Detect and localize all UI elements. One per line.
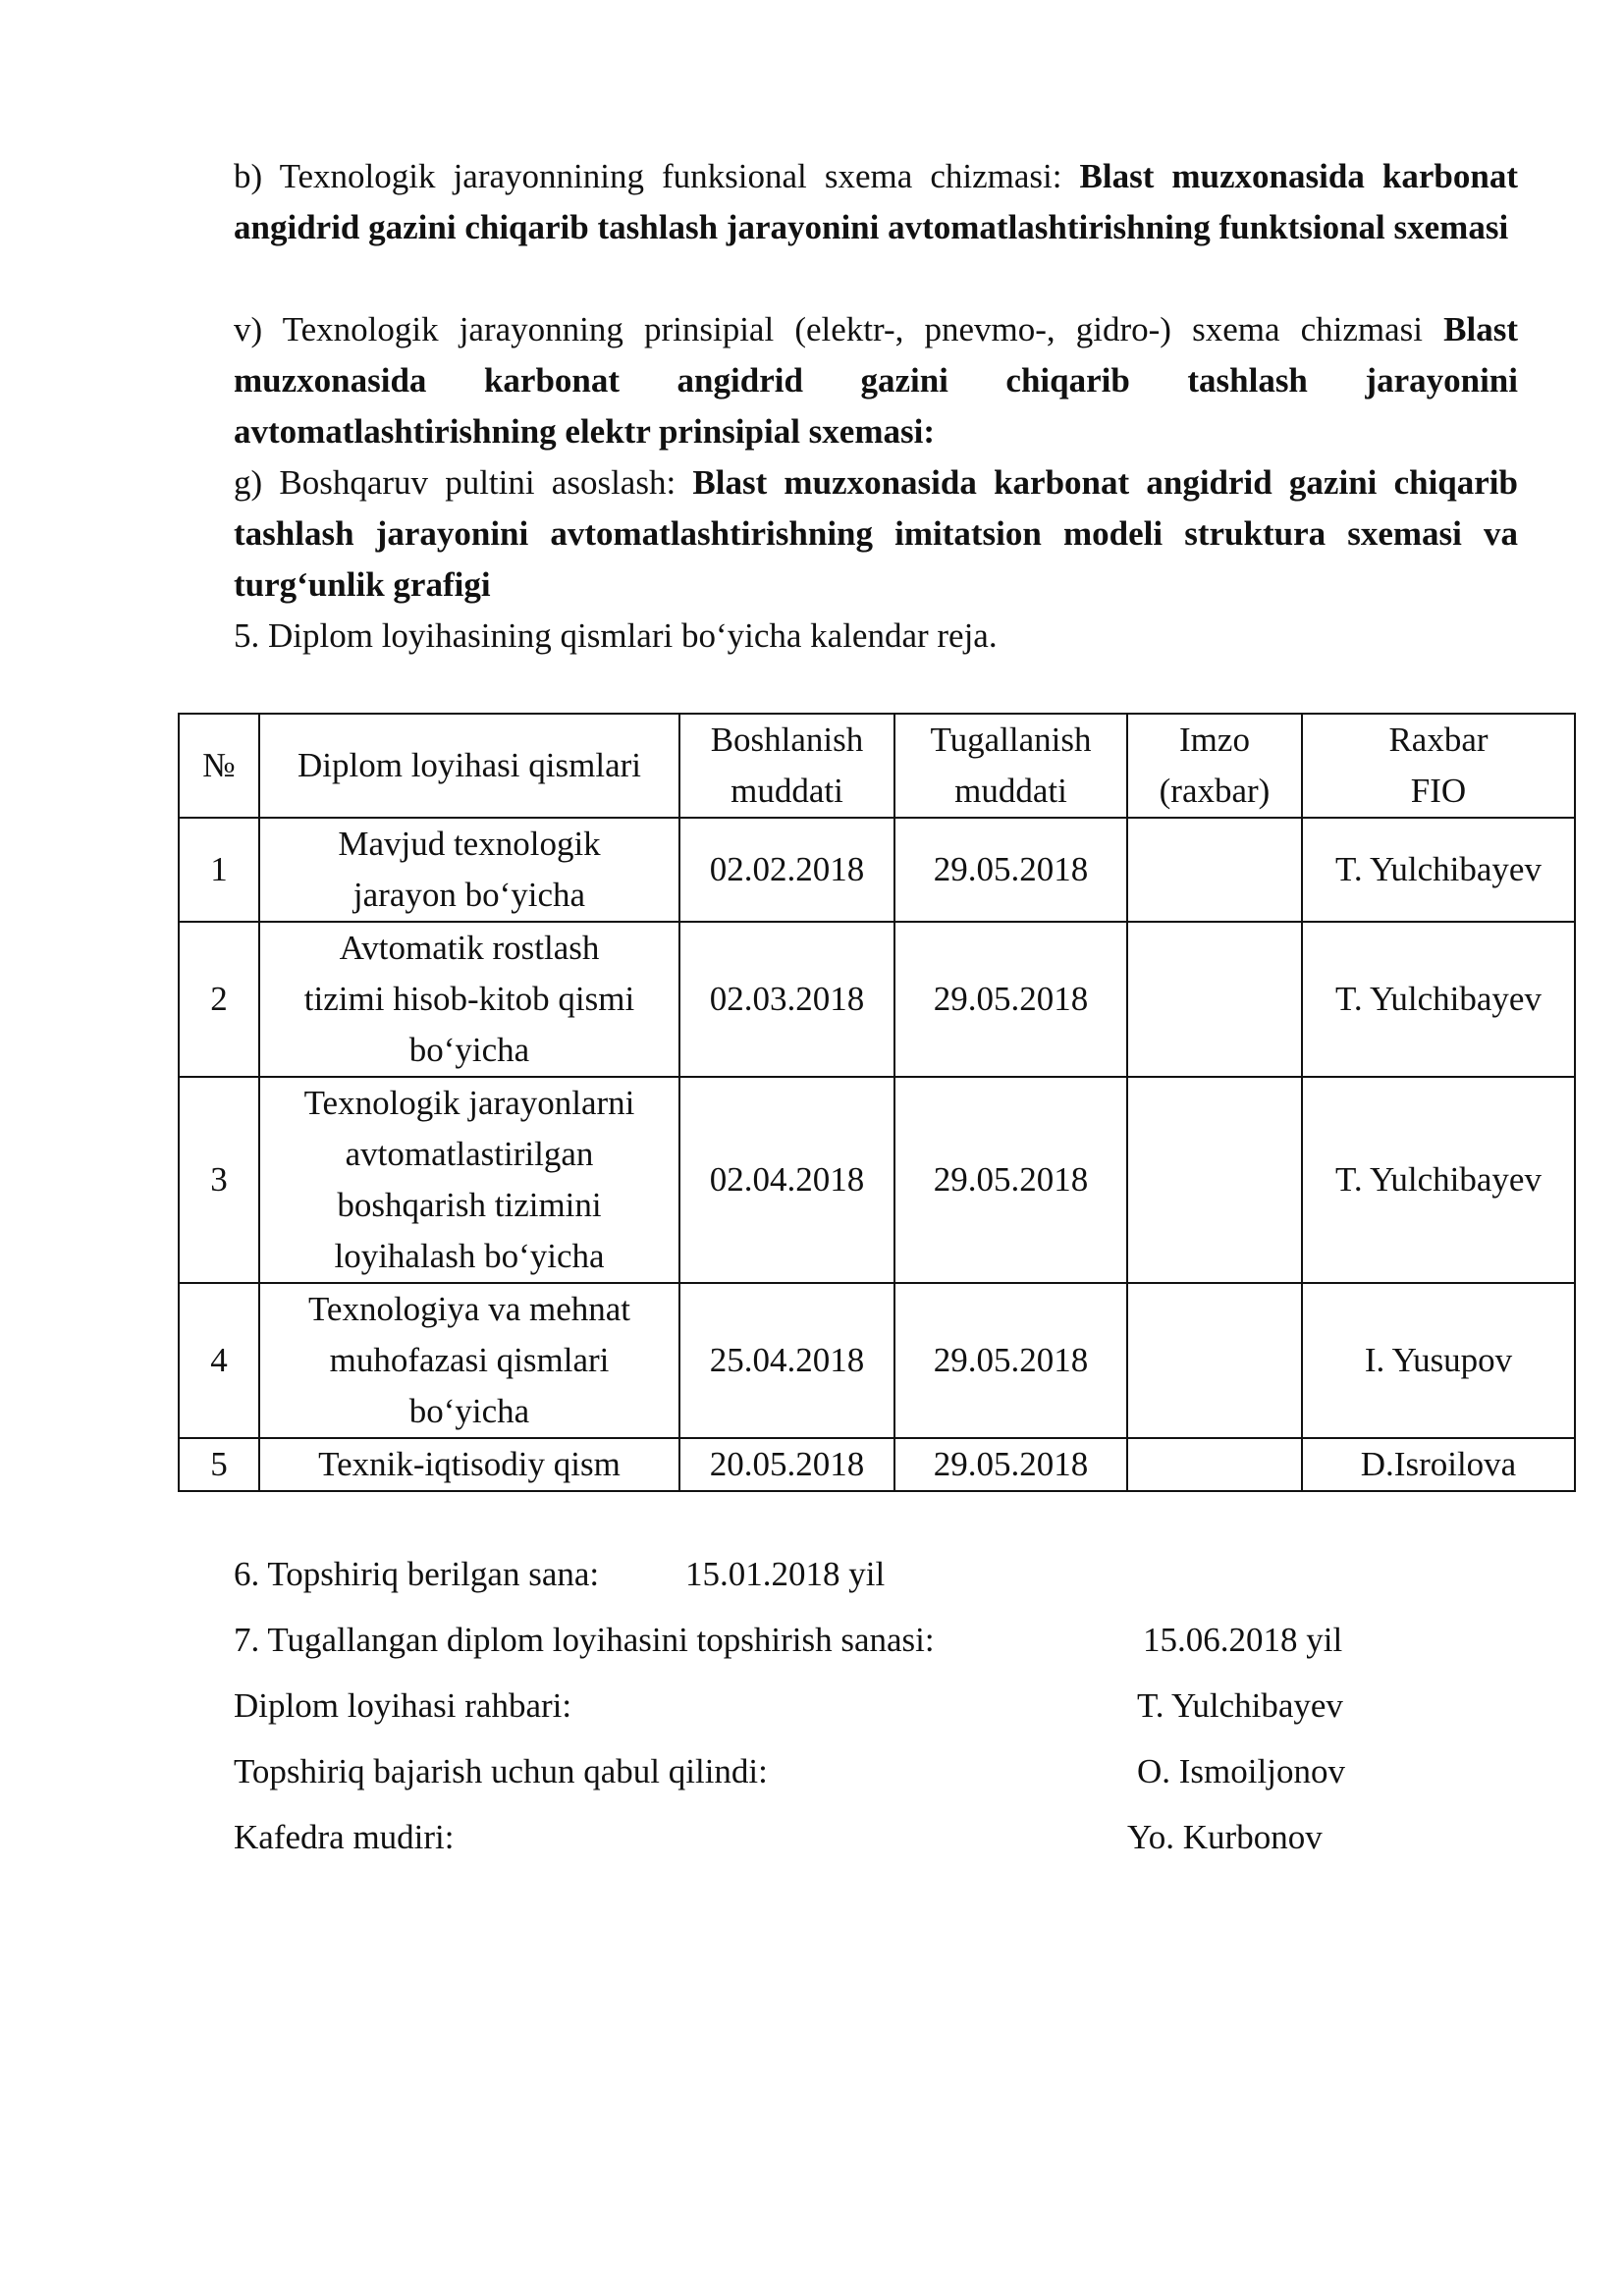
header-sign-line1: Imzo — [1179, 721, 1250, 759]
header-start-line1: Boshlanish — [710, 721, 864, 759]
submission-date-value: 15.06.2018 yil — [1143, 1621, 1343, 1659]
supervisor-name: T. Yulchibayev — [1137, 1686, 1343, 1725]
department-head-line — [234, 1812, 1520, 1863]
row-part-line: muhofazasi qismlari — [329, 1341, 610, 1379]
accepted-by-name: O. Ismoiljonov — [1137, 1752, 1345, 1790]
submission-date-line — [234, 1615, 1520, 1666]
row-part — [259, 1438, 679, 1491]
paragraph-bold-title: Blast muzxonasida karbonat angidrid gazini chiqarib tashlash jarayonini avtomatlashtirishning funktsional sxemasi — [234, 157, 1518, 246]
row-part-line: loyihalash bo‘yicha — [334, 1237, 605, 1275]
row-start-date: 02.04.2018 — [679, 1077, 894, 1283]
accepted-by-label: Topshiriq bajarish uchun qabul qilindi: — [234, 1752, 768, 1790]
row-end-date: 29.05.2018 — [894, 1438, 1127, 1491]
row-start-date: 02.03.2018 — [679, 922, 894, 1077]
row-part-line: tizimi hisob-kitob qismi — [303, 980, 635, 1018]
department-head-label: Kafedra mudiri: — [234, 1818, 455, 1856]
supervisor-line — [234, 1681, 1520, 1732]
row-part-line: bo‘yicha — [408, 1031, 530, 1069]
table-header-row — [179, 714, 1575, 818]
row-part-line: Texnologiya va mehnat — [307, 1290, 630, 1328]
row-num: 1 — [179, 818, 259, 922]
header-sign — [1127, 714, 1302, 818]
row-num: 2 — [179, 922, 259, 1077]
header-head-line2: FIO — [1410, 772, 1467, 810]
header-head — [1302, 714, 1575, 818]
row-end-date: 29.05.2018 — [894, 818, 1127, 922]
supervisor-label: Diplom loyihasi rahbari: — [234, 1686, 572, 1725]
row-signature — [1127, 1077, 1302, 1283]
row-num: 5 — [179, 1438, 259, 1491]
department-head-name: Yo. Kurbonov — [1127, 1818, 1323, 1856]
row-signature — [1127, 1438, 1302, 1491]
paragraph-functional-scheme — [234, 151, 1518, 253]
row-head-name: T. Yulchibayev — [1302, 818, 1575, 922]
row-end-date: 29.05.2018 — [894, 1283, 1127, 1438]
row-part-line: jarayon bo‘yicha — [352, 876, 586, 914]
header-num-text: № — [202, 746, 236, 784]
header-end — [894, 714, 1127, 818]
row-head-name: T. Yulchibayev — [1302, 922, 1575, 1077]
row-end-date: 29.05.2018 — [894, 1077, 1127, 1283]
table-row — [179, 1283, 1575, 1438]
header-start — [679, 714, 894, 818]
row-part-line: Avtomatik rostlash — [339, 929, 600, 967]
paragraph-lead: b) Texnologik jarayonnining funksional sxema chizmasi: — [234, 157, 1080, 195]
paragraph-lead: g) Boshqaruv pultini asoslash: — [234, 463, 693, 502]
row-signature — [1127, 1283, 1302, 1438]
header-parts-text: Diplom loyihasi qismlari — [298, 746, 641, 784]
paragraph-control-panel — [234, 457, 1518, 611]
row-part — [259, 1077, 679, 1283]
header-parts — [259, 714, 679, 818]
header-num — [179, 714, 259, 818]
row-end-date: 29.05.2018 — [894, 922, 1127, 1077]
row-part-line: boshqarish tizimini — [337, 1186, 602, 1224]
header-start-line2: muddati — [731, 772, 843, 810]
row-part-line: bo‘yicha — [408, 1392, 530, 1430]
table-row — [179, 818, 1575, 922]
calendar-plan-table — [178, 713, 1576, 1492]
header-head-line1: Raxbar — [1388, 721, 1489, 759]
row-part — [259, 922, 679, 1077]
row-head-name: T. Yulchibayev — [1302, 1077, 1575, 1283]
row-part — [259, 818, 679, 922]
row-num: 3 — [179, 1077, 259, 1283]
row-head-name: I. Yusupov — [1302, 1283, 1575, 1438]
issued-date-value: 15.01.2018 yil — [685, 1555, 886, 1593]
row-part-line: Texnik-iqtisodiy qism — [318, 1445, 621, 1483]
row-part-line: Texnologik jarayonlarni — [303, 1084, 635, 1122]
row-signature — [1127, 922, 1302, 1077]
row-signature — [1127, 818, 1302, 922]
row-start-date: 25.04.2018 — [679, 1283, 894, 1438]
issued-date-label: 6. Topshiriq berilgan sana: — [234, 1555, 600, 1593]
row-part — [259, 1283, 679, 1438]
row-head-name: D.Isroilova — [1302, 1438, 1575, 1491]
row-part-line: avtomatlastirilgan — [345, 1135, 594, 1173]
header-end-line1: Tugallanish — [930, 721, 1092, 759]
paragraph-calendar-plan-heading: 5. Diplom loyihasining qismlari bo‘yicha kalendar reja. — [234, 616, 998, 655]
row-part-line: Mavjud texnologik — [338, 825, 601, 863]
issued-date-line — [234, 1549, 1520, 1600]
paragraph-bold-title: Blast muzxonasida karbonat angidrid gazini chiqarib tashlash jarayonini avtomatlashtirishning imitatsion modeli struktura sxemasi va turg‘unlik grafigi — [234, 463, 1518, 604]
paragraph-principal-scheme — [234, 304, 1518, 457]
row-start-date: 02.02.2018 — [679, 818, 894, 922]
paragraph-bold-title: Blast muzxonasida karbonat angidrid gazini chiqarib tashlash jarayonini avtomatlashtirishning elektr prinsipial sxemasi: — [234, 310, 1518, 451]
paragraph-lead: v) Texnologik jarayonning prinsipial (elektr-, pnevmo-, gidro-) sxema chizmasi — [234, 310, 1444, 348]
header-end-line2: muddati — [954, 772, 1067, 810]
table-row — [179, 922, 1575, 1077]
submission-date-label: 7. Tugallangan diplom loyihasini topshirish sanasi: — [234, 1621, 935, 1659]
accepted-by-line — [234, 1746, 1520, 1797]
table-row — [179, 1077, 1575, 1283]
row-start-date: 20.05.2018 — [679, 1438, 894, 1491]
table-row — [179, 1438, 1575, 1491]
row-num: 4 — [179, 1283, 259, 1438]
header-sign-line2: (raxbar) — [1159, 772, 1271, 810]
